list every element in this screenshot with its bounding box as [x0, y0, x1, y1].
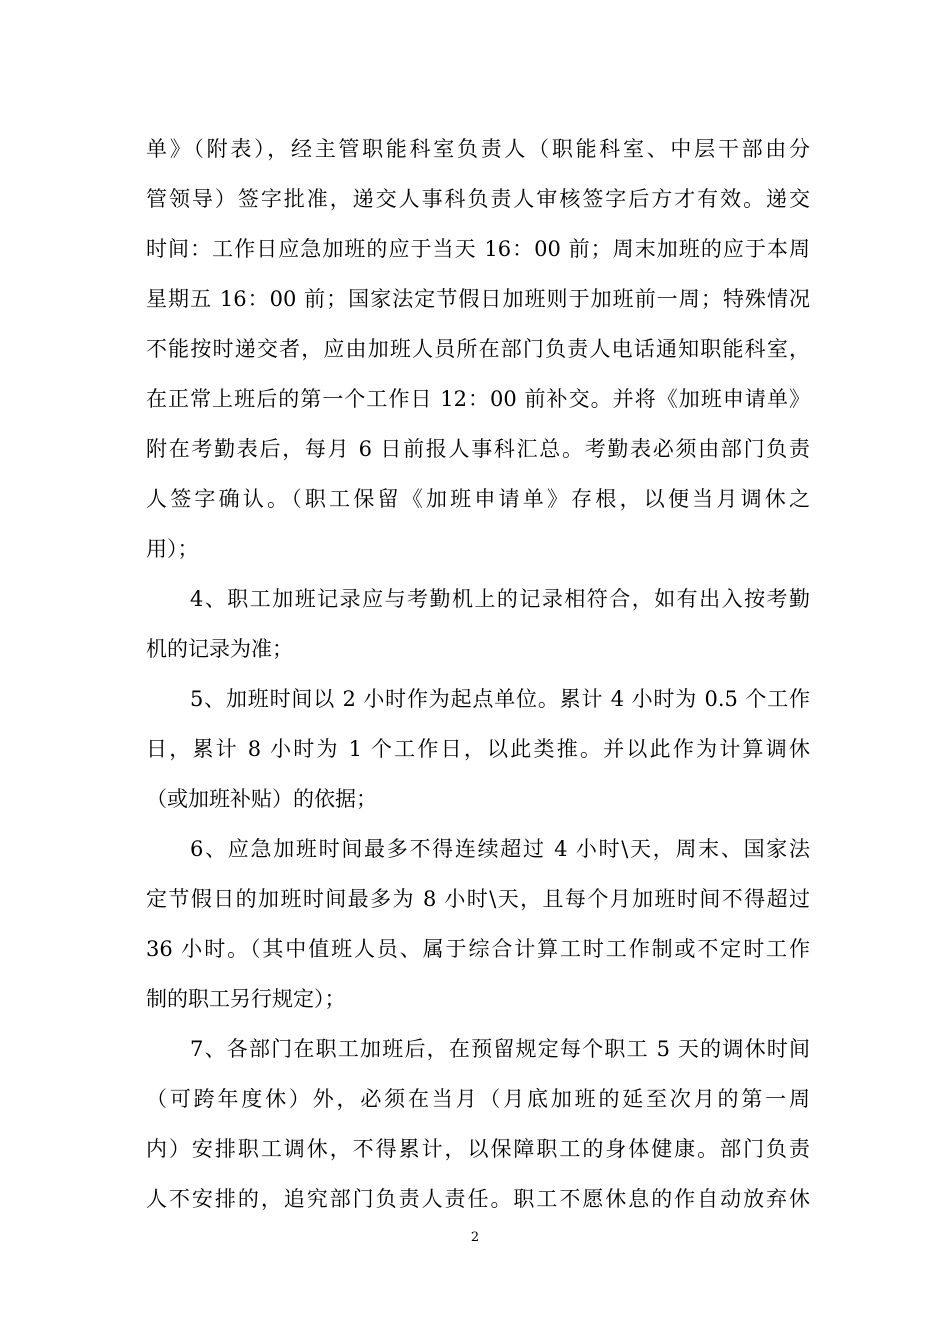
item-5-line: 5、加班时间以 2 小时作为起点单位。累计 4 小时为 0.5 个工作	[190, 687, 810, 711]
item-7-line: （可跨年度休）外，必须在当月（月底加班的延至次月的第一周	[146, 1087, 810, 1111]
item-6-line: 36 小时。（其中值班人员、属于综合计算工时工作制或不定时工作	[146, 937, 810, 961]
text-line: 附在考勤表后，每月 6 日前报人事科汇总。考勤表必须由部门负责	[146, 437, 810, 461]
text-line: 人签字确认。（职工保留《加班申请单》存根，以便当月调休之	[146, 487, 810, 511]
item-6-line: 制的职工另行规定）；	[146, 987, 346, 1011]
text-line: 不能按时递交者，应由加班人员所在部门负责人电话通知职能科室，	[146, 337, 810, 361]
item-6-line: 6、应急加班时间最多不得连续超过 4 小时\天，周末、国家法	[190, 837, 810, 861]
item-7-line: 内）安排职工调休，不得累计，以保障职工的身体健康。部门负责	[146, 1137, 810, 1161]
item-5-line: （或加班补贴）的依据；	[146, 787, 377, 811]
page-number: 2	[470, 1230, 480, 1245]
item-7-line: 人不安排的，追究部门负责人责任。职工不愿休息的作自动放弃休	[146, 1187, 810, 1211]
text-line: 星期五 16：00 前；国家法定节假日加班则于加班前一周；特殊情况	[146, 287, 810, 311]
item-7-line: 7、各部门在职工加班后，在预留规定每个职工 5 天的调休时间	[190, 1037, 810, 1061]
text-line: 在正常上班后的第一个工作日 12：00 前补交。并将《加班申请单》	[146, 387, 810, 411]
text-line: 用）；	[146, 537, 199, 561]
text-line: 时间：工作日应急加班的应于当天 16：00 前；周末加班的应于本周	[146, 237, 810, 261]
item-5-line: 日，累计 8 小时为 1 个工作日，以此类推。并以此作为计算调休	[146, 737, 810, 761]
item-6-line: 定节假日的加班时间最多为 8 小时\天，且每个月加班时间不得超过	[146, 887, 810, 911]
text-line: 单》（附表），经主管职能科室负责人（职能科室、中层干部由分	[146, 137, 810, 161]
text-line: 管领导）签字批准，递交人事科负责人审核签字后方才有效。递交	[146, 187, 810, 211]
item-4-line: 机的记录为准；	[146, 637, 293, 661]
item-4-line: 4、职工加班记录应与考勤机上的记录相符合，如有出入按考勤	[190, 587, 810, 611]
